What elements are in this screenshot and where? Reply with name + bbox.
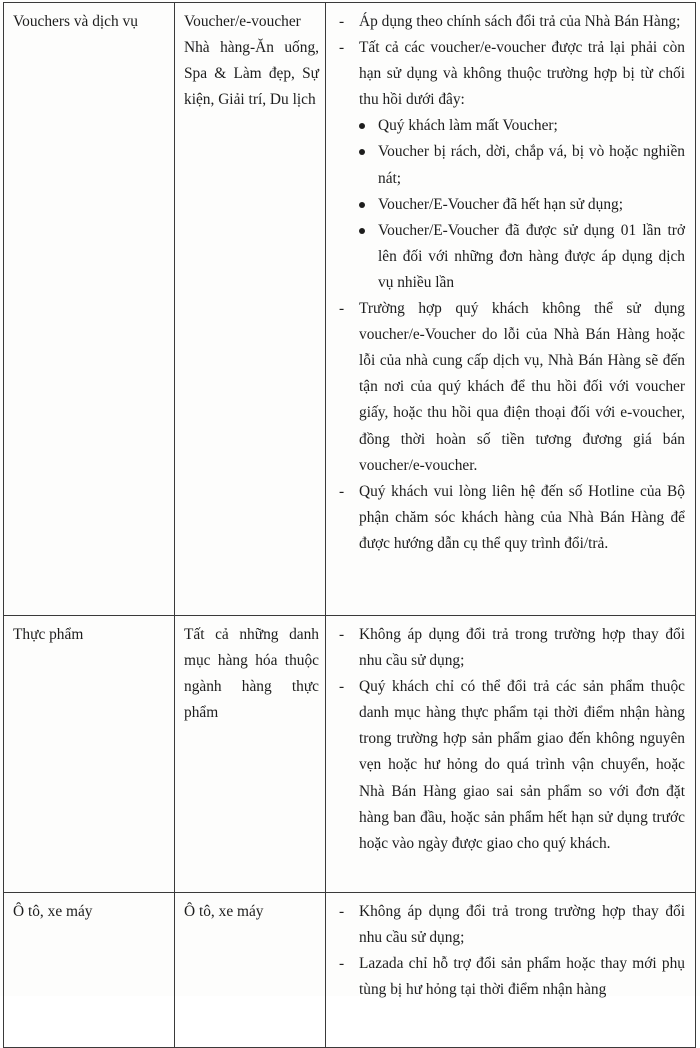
policy-dash-item: - Áp dụng theo chính sách đổi trả của Nhà Bán Hàng; xyxy=(334,9,685,35)
policy-bullet-item: Voucher/E-Voucher đã hết hạn sử dụng; xyxy=(334,192,685,218)
subcategory-cell: Ô tô, xe máy xyxy=(175,893,326,1048)
policy-dash-item: - Không áp dụng đổi trả trong trường hợp thay đổi nhu cầu sử dụng; xyxy=(334,899,685,951)
table-row xyxy=(4,616,696,893)
policy-cell xyxy=(326,616,696,893)
policy-bullet-item: Voucher/E-Voucher đã được sử dụng 01 lần trở lên đối với những đơn hàng được áp dụng dịch vụ nhiều lần xyxy=(334,218,685,296)
return-policy-table xyxy=(3,2,696,1048)
table-row xyxy=(4,893,696,1048)
category-cell: Vouchers và dịch vụ xyxy=(4,3,175,616)
category-cell: Ô tô, xe máy xyxy=(4,893,175,1048)
category-cell: Thực phẩm xyxy=(4,616,175,893)
policy-cell xyxy=(326,893,696,1048)
subcategory-cell: Voucher/e-voucher Nhà hàng-Ăn uống, Spa & Làm đẹp, Sự kiện, Giải trí, Du lịch xyxy=(175,3,326,616)
policy-cell xyxy=(326,3,696,616)
policy-bullet-item: Quý khách làm mất Voucher; xyxy=(334,113,685,139)
policy-dash-item: - Quý khách chỉ có thể đổi trả các sản phẩm thuộc danh mục hàng thực phẩm tại thời điểm nhận hàng trong trường hợp sản phẩm giao đến không nguyên vẹn hoặc hư hỏng do quá trình vận chuyển, hoặc Nhà Bán Hàng giao sai sản phẩm so với đơn đặt hàng ban đầu, hoặc sản phẩm hết hạn sử dụng trước hoặc vào ngày được giao cho quý khách. xyxy=(334,674,685,857)
policy-dash-item: - Lazada chỉ hỗ trợ đổi sản phẩm hoặc thay mới phụ tùng bị hư hỏng tại thời điểm nhận hàng xyxy=(334,951,685,1003)
table-row xyxy=(4,3,696,616)
policy-dash-item: - Không áp dụng đổi trả trong trường hợp thay đổi nhu cầu sử dụng; xyxy=(334,622,685,674)
policy-dash-item: - Tất cả các voucher/e-voucher được trả lại phải còn hạn sử dụng và không thuộc trường hợp bị từ chối thu hồi dưới đây: xyxy=(334,35,685,113)
subcategory-cell: Tất cả những danh mục hàng hóa thuộc ngành hàng thực phẩm xyxy=(175,616,326,893)
policy-dash-item: - Quý khách vui lòng liên hệ đến số Hotline của Bộ phận chăm sóc khách hàng của Nhà Bán Hàng để được hướng dẫn cụ thể quy trình đổi/trả. xyxy=(334,479,685,557)
policy-bullet-item: Voucher bị rách, dời, chắp vá, bị vò hoặc nghiền nát; xyxy=(334,139,685,191)
policy-dash-item: - Trường hợp quý khách không thể sử dụng voucher/e-Voucher do lỗi của Nhà Bán Hàng hoặc lỗi của nhà cung cấp dịch vụ, Nhà Bán Hàng sẽ đến tận nơi của quý khách để thu hồi đối với voucher giấy, hoặc thu hồi qua điện thoại đối với e-voucher, đồng thời hoàn số tiền tương đương giá bán voucher/e-voucher. xyxy=(334,296,685,479)
